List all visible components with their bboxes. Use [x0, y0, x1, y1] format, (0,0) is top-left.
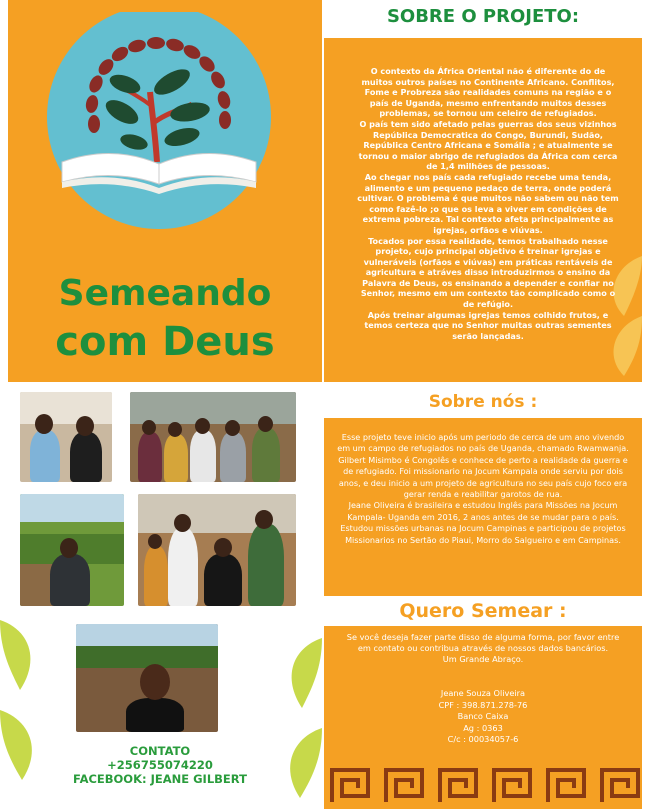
bank-line: C/c : 00034057-6	[447, 734, 519, 745]
about-us-heading: Sobre nós :	[428, 392, 538, 412]
leaf-decoration-left	[0, 600, 60, 809]
contact-phone[interactable]: +256755074220	[107, 758, 213, 772]
sow-heading: Quero Semear :	[399, 600, 567, 622]
contact-facebook[interactable]: FACEBOOK: JEANE GILBERT	[73, 772, 247, 786]
about-us-text: Esse projeto teve inicio após um periodo de cerca de um ano vivendo em um campo de refugiados no país de Uganda, chamado Rwamwanja. Gilbert Misimbo é Congolês e conhece de perto a realidade da guerra e de refugiado. Foi missionario na Jocum Kampala onde serviu por dois anos, e deu inicio a um projeto de agricultura no seu país cujo foco era gerar renda e reabilitar garotos de rua. Jeane Oliveira é brasileira e estudou Inglês para Missões na Jocum Kampala- Uganda em 2016, 2 anos antes de se mudar para o país. Estudou missões urbanas na Jocum Campinas e participou de projetos Missionarios no Sertão do Piaui, Morro do Salgueiro e em Campinas.	[337, 432, 629, 545]
photo-couple	[20, 392, 112, 482]
photo-large-group	[138, 494, 296, 606]
photo-selfie	[76, 624, 218, 732]
spiral-pattern-strip	[324, 762, 642, 809]
contact-block	[60, 744, 260, 786]
bank-line: CPF : 398.871.278-76	[438, 699, 528, 710]
cover-title-line2: com Deus	[55, 319, 275, 365]
photo-group-outdoors	[130, 392, 296, 482]
sow-text: Se você deseja fazer parte disso de alguma forma, por favor entre em contato ou contribua através de nossos dados bancários. Um Grande Abraço.	[346, 632, 620, 665]
bank-details	[346, 688, 620, 746]
bank-line: Ag : 0363	[463, 722, 503, 733]
bank-line: Banco Caixa	[457, 711, 509, 722]
cover-title-line1: Semeando	[58, 273, 272, 314]
photo-field	[20, 494, 124, 606]
about-text: O contexto da África Oriental não é diferente do de muitos outros países no Continente Africano. Conflitos, Fome e Probreza são realidades comuns na região e o país de Uganda, mesmo enfrentando muitos desses problemas, se tornou um celeiro de refugiados. O país tem sido afetado pelas guerras dos seus vizinhos República Democratica do Congo, Burundi, Sudão, República Centro Africana e Somália ; e atualmente se tornou o maior abrigo de refugiados da África com cerca de 1,4 milhões de pessoas. Ao chegar nos país cada refugiado recebe uma tenda, alimento e um pequeno pedaço de terra, onde poderá cultivar. O problema é que muitos não sabem ou não tem como fazê-lo ;o que os leva a viver em condições de extrema pobreza. Tal contexto afeta principalmente as igrejas, orfãos e viúvas. Tocados por essa realidade, temos trabalhado nesse projeto, cujo principal objetivo é treinar igrejas e vulneráveis (orfãos e viúvas) em práticas rentáveis de agricultura e atráves disso introduzirmos o ensino da Palavra de Deus, os ensinando a depender e confiar no Senhor, mesmo em um contexto tão complicado como o de refúgio. Após treinar algumas igrejas temos colhido frutos, e temos certeza que no Senhor muitas outras sementes serão lançadas.	[357, 66, 619, 341]
seed-book-logo	[22, 12, 312, 240]
about-heading: SOBRE O PROJETO:	[386, 6, 580, 27]
contact-label: CONTATO	[129, 744, 191, 758]
leaf-decoration-right	[262, 618, 322, 809]
bank-line: Jeane Souza Oliveira	[440, 688, 526, 698]
